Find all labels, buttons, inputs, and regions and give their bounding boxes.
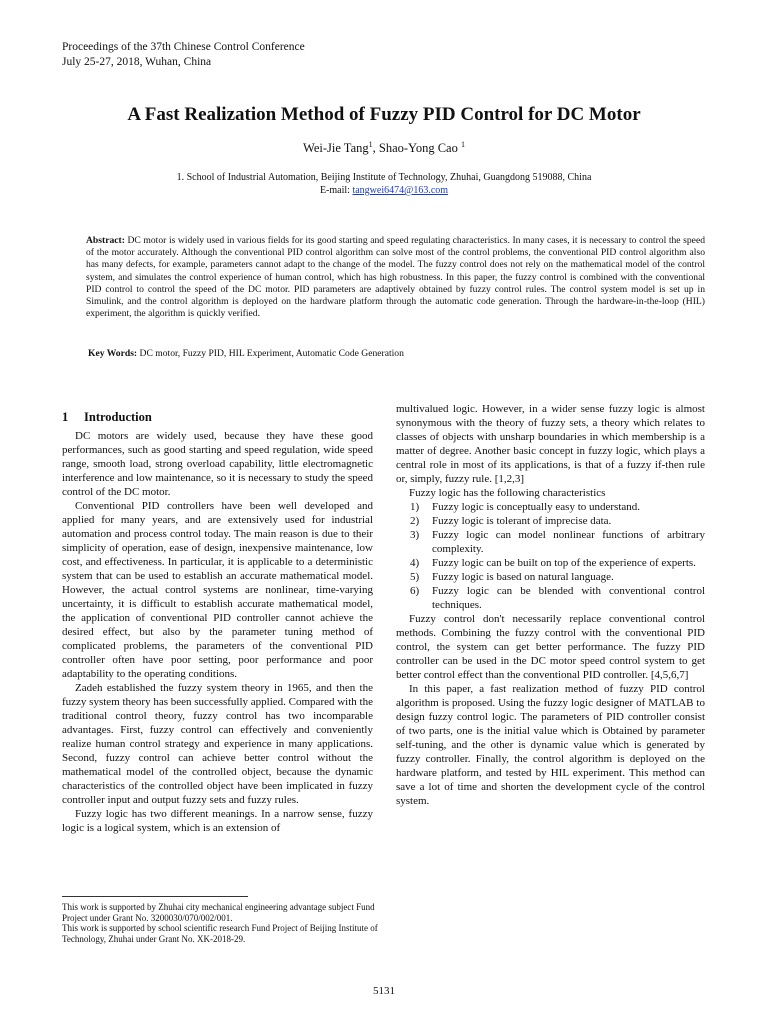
email-link[interactable]: tangwei6474@163.com (352, 185, 449, 196)
proceedings-line-1: Proceedings of the 37th Chinese Control Conference (62, 41, 305, 53)
right-column (396, 402, 705, 808)
author-line (0, 140, 768, 156)
list-item (396, 528, 705, 556)
author-2: Shao-Yong Cao (378, 141, 461, 156)
email-line (0, 184, 768, 197)
abstract-text: DC motor is widely used in various fields for its good starting and speed regulating characteristics. In many cases, it is necessary to control the speed of the motor accurately. Although the conventional PID control algorithm can solve most of the control problems, the conventional PID control algorithm also has many defects, for example, parameters cannot adapt to the change of the model. The fuzzy control does not rely on the mathematical model of the control system, and simulates the control experience of human control, which has high robustness. In this paper, the fuzzy control is combined with the conventional PID control to control the speed of the DC motor. PID parameters are adaptively obtained by fuzzy control rules. The control system model is set up in Simulink, and the control algorithm is deployed on the hardware platform through the automatic code generation. Through the hardware-in-the-loop (HIL) experiment, the algorithm is quickly verified. (86, 235, 705, 320)
list-item-text: Fuzzy logic is conceptually easy to understand. (432, 501, 641, 513)
list-item (396, 514, 705, 528)
list-item-text: Fuzzy logic is tolerant of imprecise data. (432, 515, 612, 527)
list-item (396, 570, 705, 584)
abstract (86, 235, 705, 320)
paragraph: In this paper, a fast realization method of fuzzy PID control algorithm is proposed. Using the fuzzy logic designer of MATLAB to design fuzzy control logic. The parameters of PID controller consist of two parts, one is the initial value which is Obtained by parameter self-tuning, and the other is dynamic value which is generated by fuzzy controller. Finally, the control algorithm is deployed on the hardware platform, and tested by HIL experiment. This method can save a lot of time and shorten the development cycle of the control system. (396, 683, 705, 807)
paragraph: Fuzzy logic has two different meanings. In a narrow sense, fuzzy logic is a logical system, which is an extension of (62, 808, 373, 834)
paragraph: DC motors are widely used, because they have these good performances, such as good starting and speed regulation, wide speed range, smooth load, strong overload capability, little electromagnetic interference and low maintenance, so it is necessary to study the speed control of the DC motor. (62, 430, 373, 498)
list-item-number: 1) (410, 501, 420, 513)
list-item-number: 4) (410, 557, 420, 569)
left-column (62, 410, 373, 835)
list-item-number: 2) (410, 515, 420, 527)
footnote: This work is supported by Zhuhai city mechanical engineering advantage subject Fund Project under Grant No. 3200030/070/002/001. (62, 902, 375, 923)
list-item-text: Fuzzy logic can be built on top of the experience of experts. (432, 557, 696, 569)
page-number: 5131 (373, 985, 395, 997)
author-2-affiliation-mark: 1 (460, 140, 465, 149)
list-item-text: Fuzzy logic can be blended with conventional control techniques. (432, 585, 705, 611)
keywords-text: DC motor, Fuzzy PID, HIL Experiment, Automatic Code Generation (137, 348, 404, 359)
affiliation-line: 1. School of Industrial Automation, Beijing Institute of Technology, Zhuhai, Guangdong 519088, China (176, 172, 592, 183)
abstract-label: Abstract: (86, 235, 125, 246)
paragraph: Conventional PID controllers have been well developed and applied for many years, and are extensively used for industrial automation and process control today. The main reason is due to their simplicity of operation, ease of design, inexpensive maintenance, low cost, and effectiveness. In particular, it is applicable to a deterministic system that can be used to establish an accurate mathematical model. However, the actual control systems are nonlinear, time-varying uncertainty, it is difficult to establish accurate mathematical model, the application of conventional PID controller cannot achieve the desired effect, but also by the parameter tuning method of complicated problems, the parameters of the conventional PID controller often have poor setting, poor performance and poor adaptability to the operating conditions. (62, 500, 373, 680)
paper-title: A Fast Realization Method of Fuzzy PID Control for DC Motor (127, 104, 641, 125)
list-item-number: 5) (410, 571, 420, 583)
list-item-number: 3) (410, 529, 420, 541)
proceedings-line-2: July 25-27, 2018, Wuhan, China (62, 56, 212, 68)
author-separator: , (372, 141, 379, 156)
paragraph: Fuzzy control don't necessarily replace conventional control methods. Combining the fuzzy control with the conventional PID control, the system can get better performance. The fuzzy PID controller can be used in the DC motor speed control system to get better control effect than the conventional PID controller. [4,5,6,7] (396, 613, 705, 681)
author-1-affiliation-mark: 1 (368, 140, 373, 149)
list-item (396, 556, 705, 570)
email-label: E-mail: (319, 185, 353, 196)
affiliation-block (0, 171, 768, 197)
proceedings-header (62, 40, 305, 70)
section-heading (62, 410, 373, 424)
characteristics-intro: Fuzzy logic has the following characteristics (409, 487, 606, 499)
paragraph: multivalued logic. However, in a wider sense fuzzy logic is almost synonymous with the theory of fuzzy sets, a theory which relates to classes of objects with unsharp boundaries in which membership is a matter of degree. Another basic concept in fuzzy logic, which plays a central role in most of its applications, is that of a fuzzy if-then rule or, simply, fuzzy rule. [1,2,3] (396, 403, 705, 485)
section-number: 1 (62, 410, 69, 424)
footnotes (62, 902, 382, 944)
footnote-divider (62, 896, 248, 897)
paragraph: Zadeh established the fuzzy system theory in 1965, and then the fuzzy system theory has been successfully applied. Compared with the traditional control theory, fuzzy control has two incomparable advantages. First, fuzzy control can effectively and conveniently realize human control strategy and experience in many applications. Second, fuzzy control can achieve better control without the mathematical model of the controlled object, because the dynamic characteristics of the controlled object have been implicated in fuzzy controller input and output fuzzy sets and fuzzy rules. (62, 682, 373, 806)
list-item-number: 6) (410, 585, 420, 597)
list-item-text: Fuzzy logic is based on natural language. (432, 571, 614, 583)
characteristics-list (396, 500, 705, 612)
keywords-label: Key Words: (88, 348, 138, 359)
footnote: This work is supported by school scientific research Fund Project of Beijing Institute of Technology, Zhuhai under Grant No. XK-2018-29. (62, 923, 378, 944)
section-title: Introduction (84, 410, 152, 424)
keywords (88, 348, 404, 360)
list-item-text: Fuzzy logic can model nonlinear functions of arbitrary complexity. (432, 529, 705, 555)
author-1: Wei-Jie Tang (303, 141, 369, 156)
list-item (396, 500, 705, 514)
list-item (396, 584, 705, 612)
